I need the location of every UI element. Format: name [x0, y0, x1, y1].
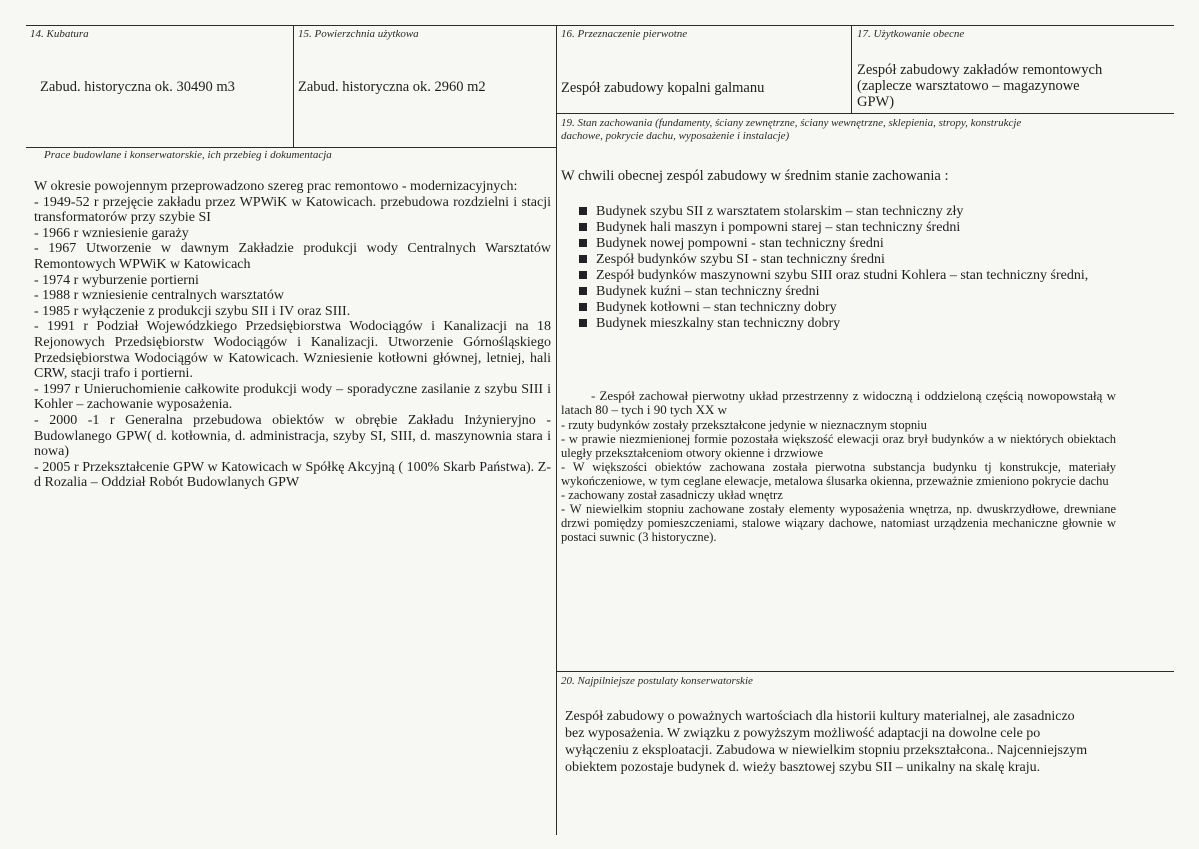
section-stan-label: 19. Stan zachowania (fundamenty, ściany zewnętrzne, ściany wewnętrzne, sklepienia, stropy, konstrukcje dachowe, pokrycie dachu, wyposażenie i instalacje): [561, 117, 1022, 142]
section-prace: [30, 149, 552, 579]
section-postulaty-label: 20. Najpilniejsze postulaty konserwatorskie: [561, 675, 753, 687]
square-bullet-icon: [579, 303, 587, 311]
top-border: [26, 25, 1174, 26]
stan-bullet-text: Budynek nowej pompowni - stan techniczny średni: [596, 236, 884, 251]
stan-detail-line: - Zespół zachował pierwotny układ przestrzenny z widoczną i oddzieloną częścią nowopowstałą w latach 80 – tych i 90 tych XX w: [561, 388, 1116, 417]
field-kubatura-label: 14. Kubatura: [30, 28, 89, 40]
stan-bullet-text: Zespół budynków maszynowni szybu SIII oraz studni Kohlera – stan techniczny średni,: [596, 268, 1089, 283]
prace-entry: - 2005 r Przekształcenie GPW w Katowicach w Spółkę Akcyjną ( 100% Skarb Państwa). Z-d Rozalia – Oddział Robót Budowlanych GPW: [34, 459, 551, 491]
header-row-bottom-right: [557, 113, 1174, 114]
field-przeznaczenie: [561, 28, 847, 112]
square-bullet-icon: [579, 271, 587, 279]
stan-bullet-list: [575, 204, 1115, 332]
header-row-bottom: [26, 147, 556, 148]
divider-14-15: [293, 25, 294, 147]
divider-16-17: [851, 25, 852, 113]
stan-detail-line: - w prawie niezmienionej formie pozostała większość elewacji oraz brył budynków a w niektórych obiektach uległy przekształceniom otwory okienne i drzwiowe: [561, 432, 1116, 460]
stan-bullet-item: [575, 204, 1115, 220]
stan-bullet-text: Budynek szybu SII z warsztatem stolarskim – stan techniczny zły: [596, 204, 964, 219]
prace-entry: - 1967 Utworzenie w dawnym Zakładzie produkcji wody Centralnych Warsztatów Remontowych WPWiK w Katowicach: [34, 241, 551, 272]
stan-detail-line: - rzuty budynków zostały przekształcone jedynie w nieznacznym stopniu: [561, 418, 927, 432]
prace-entry: W okresie powojennym przeprowadzono szereg prac remontowo - modernizacyjnych:: [34, 179, 518, 194]
field-przeznaczenie-value: Zespół zabudowy kopalni galmanu: [561, 80, 765, 96]
field-uzytkowanie: [857, 28, 1171, 112]
field-uzytkowanie-label: 17. Użytkowanie obecne: [857, 28, 965, 40]
square-bullet-icon: [579, 255, 587, 263]
stan-bullet-item: [575, 268, 1115, 284]
prace-entry: - 1991 r Podział Wojewódzkiego Przedsiębiorstwa Wodociągów i Kanalizacji na 18 Rejonowych Przedsiębiorstw Wodociągów i Kanalizacji. Utworzenie Górnośląskiego Przedsiębiorstwa Wodociągów w Katowicach. Wzniesienie kotłowni głównej, letniej, hali CRW, stacji trafo i portierni.: [34, 319, 551, 382]
square-bullet-icon: [579, 287, 587, 295]
square-bullet-icon: [579, 239, 587, 247]
stan-bullet-item: [575, 220, 1115, 236]
stan-detail-line: - W niewielkim stopniu zachowane zostały elementy wyposażenia wnętrza, np. dwuskrzydłowe, drewniane drzwi pomiędzy pomieszczeniami, stalowe wiązary dachowe, natomiast urządzenia mechaniczne głownie w postaci suwnic (3 historyczne).: [561, 502, 1116, 544]
prace-entry: - 1966 r wzniesienie garaży: [34, 225, 189, 241]
field-powierzchnia-label: 15. Powierzchnia użytkowa: [298, 28, 419, 40]
postulaty-text: Zespół zabudowy o poważnych wartościach dla historii kultury materialnej, ale zasadniczo bez wyposażenia. W związku z powyższym możliwość adaptacji na dowolne cele po wyłączeniu z eksploatacji. Zabudowa w niewielkim stopniu przekształcona.. Najcenniejszym obiektem pozostaje budynek d. wieży basztowej szybu SII – unikalny na skalę kraju.: [565, 709, 1088, 775]
stan-detail-line: - W większości obiektów zachowana została pierwotna substancja budynku tj konstrukcje, materiały wykończeniowe, w tym ceglane elewacje, metalowa ślusarka okienna, przeważnie zmieniono pokrycie dachu: [561, 460, 1116, 488]
prace-entry: - 2000 -1 r Generalna przebudowa obiektów w obrębie Zakładu Inżynieryjno - Budowlanego GPW( d. kotłownia, d. administracja, szyby SI, SIII, d. maszynownia stara i nowa): [34, 412, 551, 460]
stan-detail-line: - zachowany został zasadniczy układ wnętrz: [561, 488, 783, 502]
stan-bullet-text: Budynek hali maszyn i pompowni starej – stan techniczny średni: [596, 220, 961, 235]
stan-bullet-text: Zespół budynków szybu SI - stan techniczny średni: [596, 252, 885, 267]
square-bullet-icon: [579, 207, 587, 215]
stan-intro: W chwili obecnej zespól zabudowy w średnim stanie zachowania :: [561, 168, 949, 184]
prace-list: [34, 179, 551, 491]
prace-entry: - 1949-52 r przejęcie zakładu przez WPWiK w Katowicach. przebudowa rozdzielni i stacji transformatorów przy szybie SI: [34, 194, 551, 226]
section-postulaty: [561, 675, 1171, 835]
stan-bullet-item: [575, 284, 1115, 300]
prace-entry: - 1988 r wzniesienie centralnych warsztatów: [34, 288, 284, 304]
field-powierzchnia-value: Zabud. historyczna ok. 2960 m2: [298, 79, 486, 95]
stan-bullet-text: Budynek kotłowni – stan techniczny dobry: [596, 300, 837, 315]
stan-bullet-item: [575, 236, 1115, 252]
stan-bullet-item: [575, 300, 1115, 316]
stan-bullet-text: Budynek kuźni – stan techniczny średni: [596, 284, 820, 299]
square-bullet-icon: [579, 319, 587, 327]
prace-entry: - 1985 r wyłączenie z produkcji szybu SII i IV oraz SIII.: [34, 303, 351, 319]
field-kubatura-value: Zabud. historyczna ok. 30490 m3: [40, 79, 235, 95]
section-20-top: [557, 671, 1174, 672]
prace-entry: - 1974 r wyburzenie portierni: [34, 272, 199, 288]
prace-entry: - 1997 r Unieruchomienie całkowite produkcji wody – sporadyczne zasilanie z szybu SIII i Kohler – zachowanie wyposażenia.: [34, 381, 551, 413]
stan-bullet-item: [575, 316, 1115, 332]
field-powierzchnia: [298, 28, 552, 143]
field-przeznaczenie-label: 16. Przeznaczenie pierwotne: [561, 28, 688, 40]
square-bullet-icon: [579, 223, 587, 231]
section-prace-label: Prace budowlane i konserwatorskie, ich przebieg i dokumentacja: [44, 149, 332, 161]
stan-bullet-item: [575, 252, 1115, 268]
field-kubatura: [30, 28, 288, 143]
stan-details: [561, 389, 1116, 544]
field-uzytkowanie-value: Zespół zabudowy zakładów remontowych (zaplecze warsztatowo – magazynowe GPW): [857, 62, 1103, 110]
main-divider: [556, 25, 557, 835]
stan-bullet-text: Budynek mieszkalny stan techniczny dobry: [596, 316, 841, 331]
section-stan: [561, 117, 1171, 669]
